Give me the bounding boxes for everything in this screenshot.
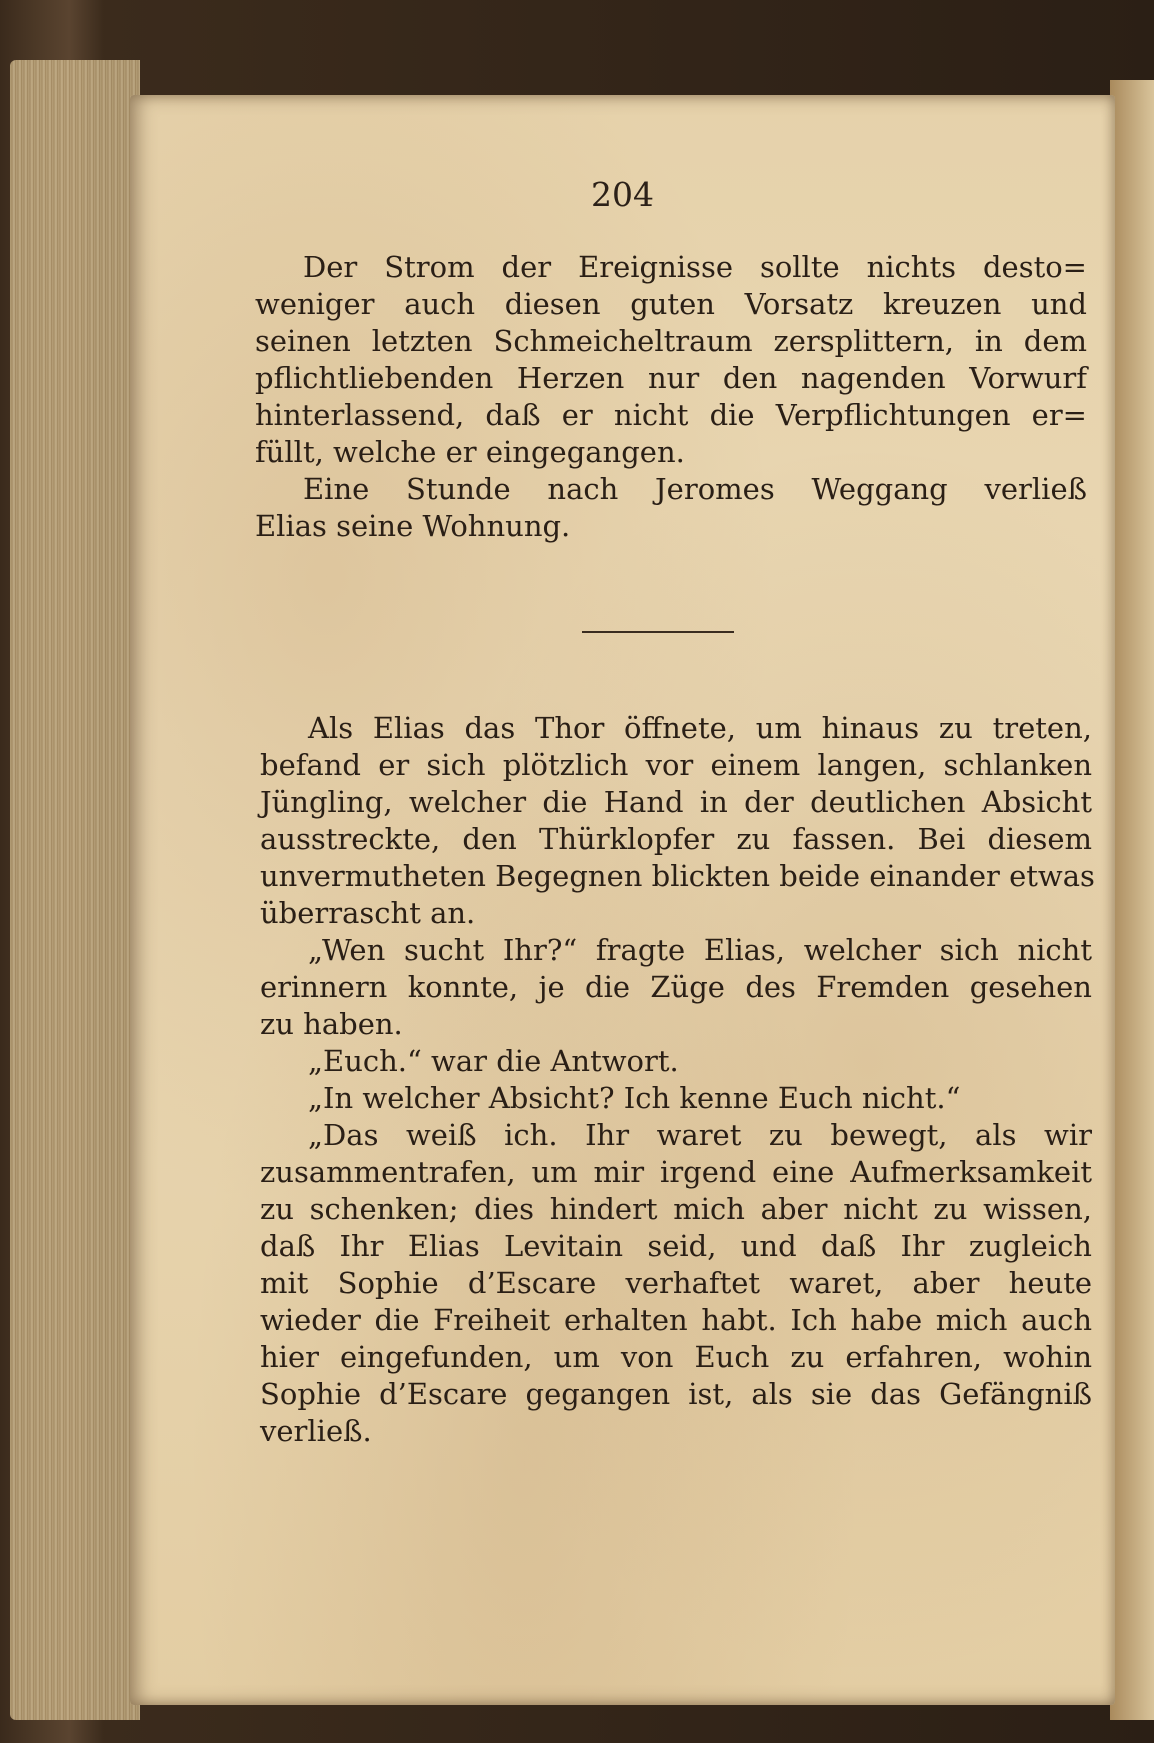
text-line: „Wen sucht Ihr?“ fragte Elias, welcher sich nicht <box>308 933 1092 967</box>
text-block-before-break <box>255 249 1087 545</box>
text-line: Jüngling, welcher die Hand in der deutlichen Absicht <box>260 785 1092 819</box>
text-line: pflichtliebenden Herzen nur den nagenden Vorwurf <box>255 361 1087 395</box>
text-line: hinterlassend, daß er nicht die Verpflichtungen er= <box>255 398 1087 432</box>
text-line: ausstreckte, den Thürklopfer zu fassen. Bei diesem <box>260 822 1092 856</box>
text-line: erinnern konnte, je die Züge des Fremden gesehen <box>260 970 1092 1004</box>
facing-page-edge <box>1110 80 1154 1720</box>
text-line: seinen letzten Schmeicheltraum zersplittern, in dem <box>255 324 1087 358</box>
page-edges <box>10 60 140 1720</box>
text-line: zu schenken; dies hindert mich aber nicht zu wissen, <box>260 1192 1092 1226</box>
text-line: verließ. <box>260 1414 372 1448</box>
text-line: füllt, welche er eingegangen. <box>255 435 685 469</box>
text-line: „In welcher Absicht? Ich kenne Euch nicht.“ <box>308 1081 961 1115</box>
page-number: 204 <box>591 175 654 214</box>
text-line: zu haben. <box>260 1007 403 1041</box>
text-line: weniger auch diesen guten Vorsatz kreuzen und <box>255 287 1087 321</box>
text-line: Der Strom der Ereignisse sollte nichts desto= <box>303 250 1087 284</box>
text-line: wieder die Freiheit erhalten habt. Ich habe mich auch <box>260 1303 1092 1337</box>
text-line: Eine Stunde nach Jeromes Weggang verließ <box>303 472 1087 506</box>
text-line: „Euch.“ war die Antwort. <box>308 1044 679 1078</box>
book-page <box>130 95 1115 1705</box>
text-line: mit Sophie d’Escare verhaftet waret, aber heute <box>260 1266 1092 1300</box>
text-line: unvermutheten Begegnen blickten beide einander etwas <box>260 859 1095 893</box>
text-line: hier eingefunden, um von Euch zu erfahren, wohin <box>260 1340 1092 1374</box>
text-line: „Das weiß ich. Ihr waret zu bewegt, als wir <box>308 1118 1092 1152</box>
text-block-after-break <box>260 710 1095 1450</box>
text-line: zusammentrafen, um mir irgend eine Aufmerksamkeit <box>260 1155 1092 1189</box>
text-line: Als Elias das Thor öffnete, um hinaus zu treten, <box>308 711 1092 745</box>
text-line: überrascht an. <box>260 896 476 930</box>
text-line: Sophie d’Escare gegangen ist, als sie das Gefängniß <box>260 1377 1092 1411</box>
text-line: Elias seine Wohnung. <box>255 509 571 543</box>
section-divider-rule <box>582 631 734 633</box>
text-line: befand er sich plötzlich vor einem langen, schlanken <box>260 748 1092 782</box>
text-line: daß Ihr Elias Levitain seid, und daß Ihr zugleich <box>260 1229 1092 1263</box>
